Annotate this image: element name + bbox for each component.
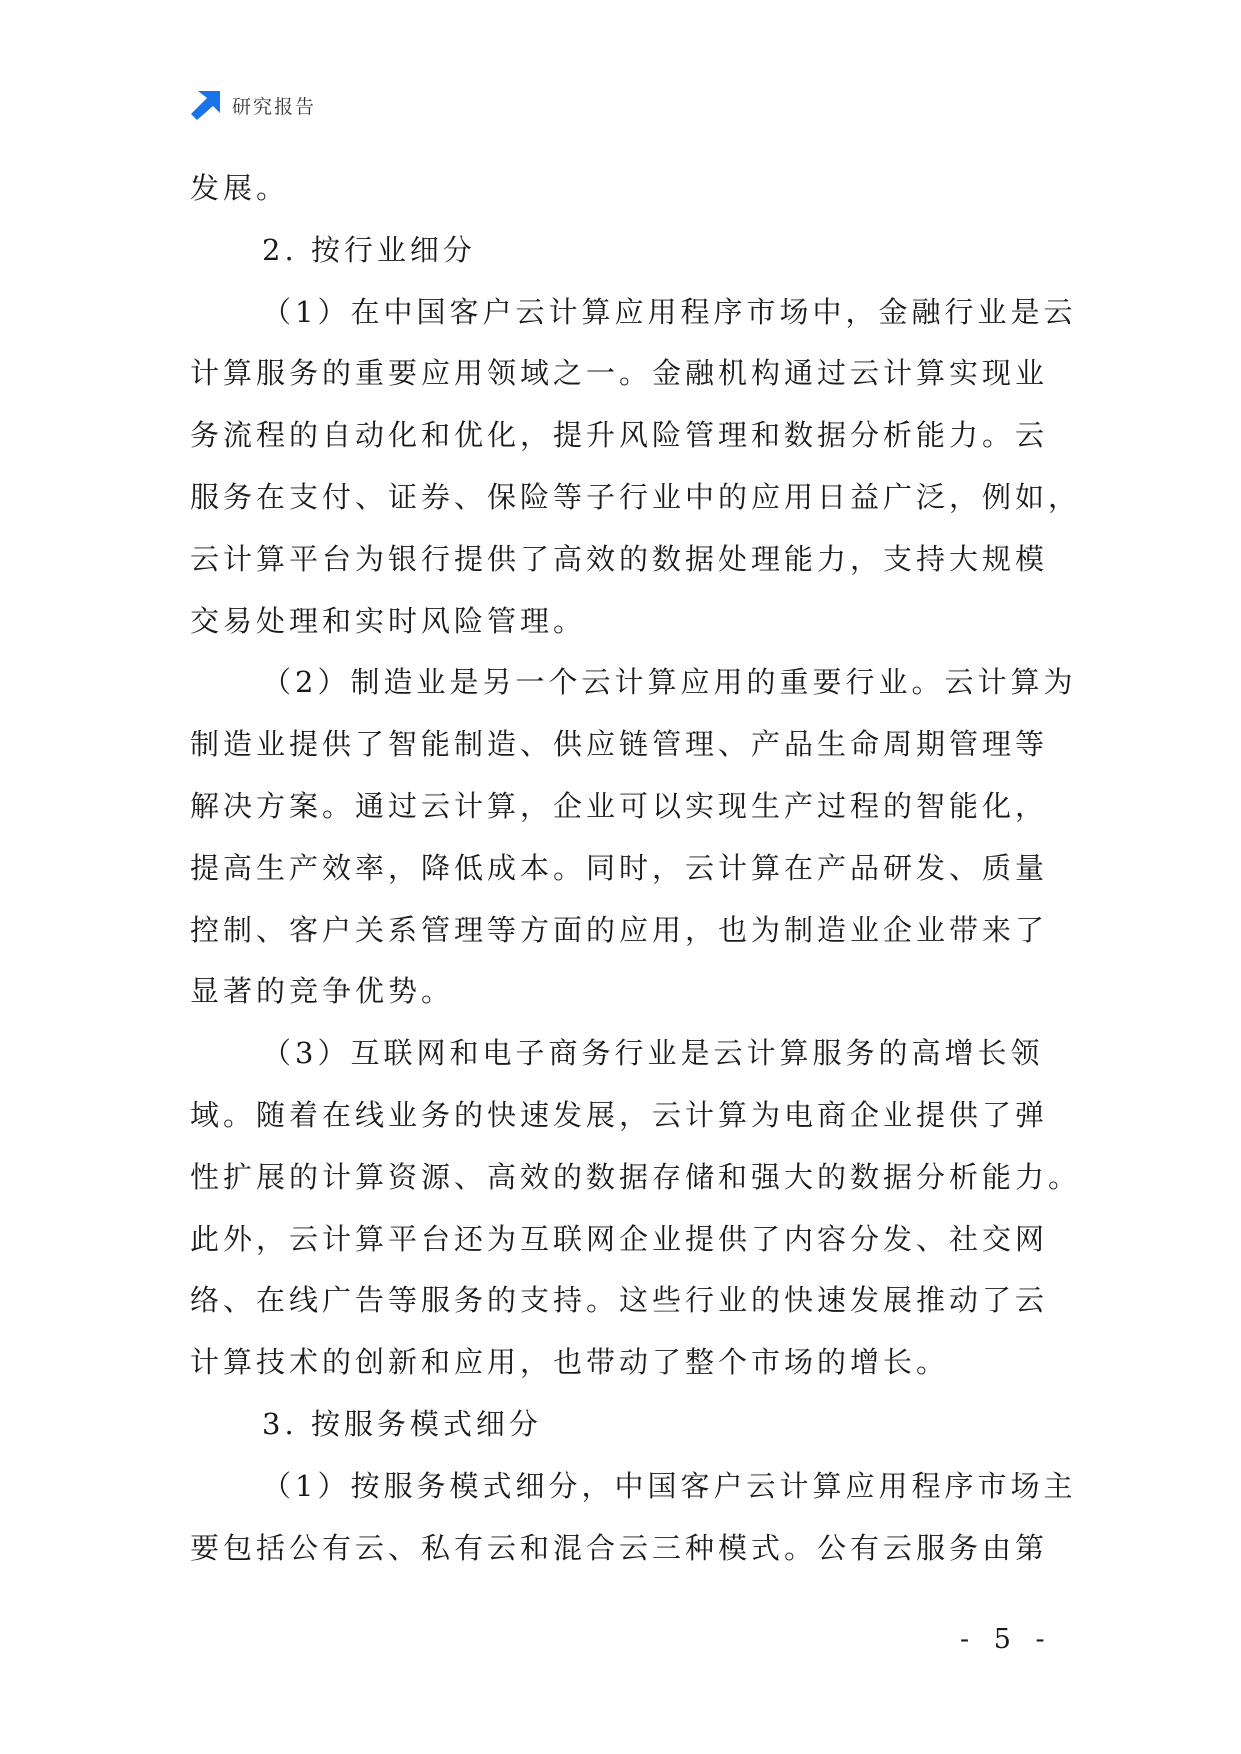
text-line: 云计算平台为银行提供了高效的数据处理能力，支持大规模 xyxy=(190,541,1049,576)
text-line: 显著的竞争优势。 xyxy=(190,974,455,1009)
text-line: 发展。 xyxy=(190,171,290,205)
text-line: 服务在支付、证券、保险等子行业中的应用日益广泛，例如， xyxy=(190,479,1082,514)
report-header xyxy=(190,88,316,122)
document-body xyxy=(190,158,1082,1579)
text-line: 务流程的自动化和优化，提升风险管理和数据分析能力。云 xyxy=(190,418,1049,453)
text-line: 制造业提供了智能制造、供应链管理、产品生命周期管理等 xyxy=(190,727,1049,762)
section-heading: 2. 按行业细分 xyxy=(262,232,476,267)
text-line: （3）互联网和电子商务行业是云计算服务的高增长领 xyxy=(262,1036,1044,1071)
text-line: 计算技术的创新和应用，也带动了整个市场的增长。 xyxy=(190,1345,950,1380)
section-heading: 3. 按服务模式细分 xyxy=(262,1406,542,1441)
header-label: 研究报告 xyxy=(232,95,317,118)
arrow-up-right-icon xyxy=(190,89,222,121)
text-line: （2）制造业是另一个云计算应用的重要行业。云计算为 xyxy=(262,665,1077,700)
text-line: 解决方案。通过云计算，企业可以实现生产过程的智能化， xyxy=(190,788,1049,823)
text-line: 交易处理和实时风险管理。 xyxy=(190,603,587,638)
page-number: - 5 - xyxy=(960,1624,1053,1655)
text-line: 提高生产效率，降低成本。同时，云计算在产品研发、质量 xyxy=(190,850,1049,885)
text-line: 此外，云计算平台还为互联网企业提供了内容分发、社交网 xyxy=(190,1221,1049,1256)
text-line: 计算服务的重要应用领域之一。金融机构通过云计算实现业 xyxy=(190,356,1049,391)
text-line: （1）在中国客户云计算应用程序市场中，金融行业是云 xyxy=(262,294,1077,329)
text-line: 性扩展的计算资源、高效的数据存储和强大的数据分析能力。 xyxy=(190,1159,1082,1194)
text-line: 络、在线广告等服务的支持。这些行业的快速发展推动了云 xyxy=(190,1283,1049,1318)
text-line: 要包括公有云、私有云和混合云三种模式。公有云服务由第 xyxy=(190,1530,1049,1565)
text-line: 控制、客户关系管理等方面的应用，也为制造业企业带来了 xyxy=(190,912,1049,947)
text-line: （1）按服务模式细分，中国客户云计算应用程序市场主 xyxy=(262,1468,1077,1503)
text-line: 域。随着在线业务的快速发展，云计算为电商企业提供了弹 xyxy=(190,1097,1049,1132)
